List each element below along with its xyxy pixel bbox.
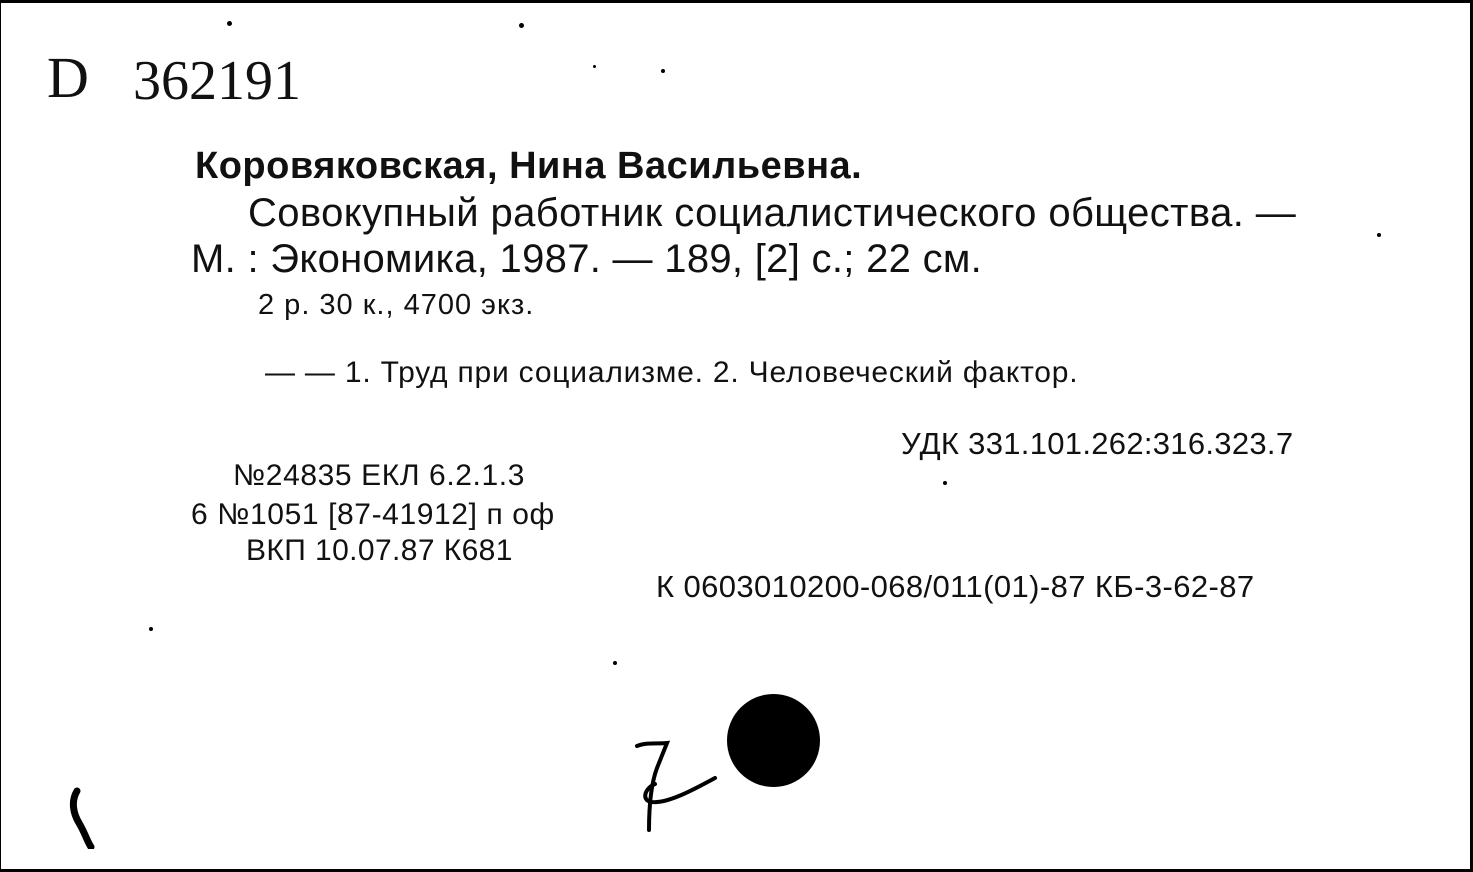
call-number-prefix: D <box>47 45 89 110</box>
dust-speck <box>227 21 232 26</box>
imprint-line: М. : Экономика, 1987. — 189, [2] с.; 22 см. <box>191 237 983 281</box>
registration-line-1: №24835 ЕКЛ 6.2.1.3 <box>233 459 525 492</box>
handwritten-seven-mark <box>621 738 721 838</box>
dust-speck <box>593 65 596 68</box>
author-heading: Коровяковская, Нина Васильевна. <box>195 145 863 187</box>
call-number: 362191 <box>133 50 301 112</box>
registration-line-2: 6 №1051 [87-41912] п оф <box>191 498 555 531</box>
ink-mark <box>67 787 101 849</box>
dust-speck <box>613 661 617 665</box>
dust-speck <box>943 481 947 485</box>
subjects-line: — — 1. Труд при социализме. 2. Человеческий фактор. <box>265 356 1079 389</box>
k-code-line: К 0603010200-068/011(01)-87 КБ-3-62-87 <box>656 569 1255 604</box>
price-line: 2 р. 30 к., 4700 экз. <box>258 289 535 321</box>
dust-speck <box>661 69 665 73</box>
dust-speck <box>1377 233 1381 237</box>
punch-hole <box>727 694 820 787</box>
dust-speck <box>519 23 524 28</box>
udk-line: УДК 331.101.262:316.323.7 <box>901 426 1294 461</box>
registration-line-3: ВКП 10.07.87 К681 <box>246 534 513 567</box>
title-line: Совокупный работник социалистического общества. — <box>248 191 1297 235</box>
dust-speck <box>149 627 153 631</box>
